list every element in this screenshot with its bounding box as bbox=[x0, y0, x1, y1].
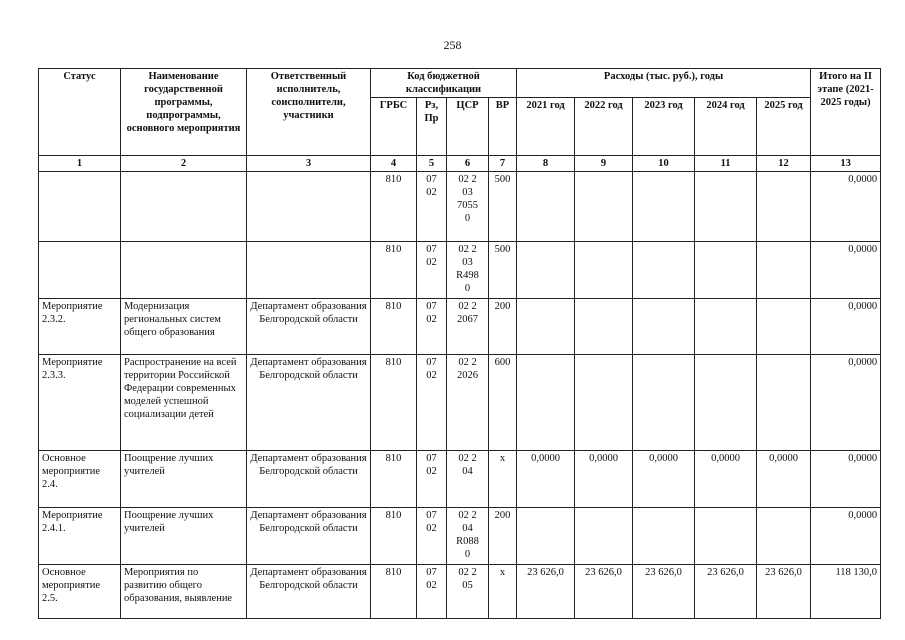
rz-pr-cell: 07 02 bbox=[417, 508, 447, 565]
grbs-cell: 810 bbox=[371, 565, 417, 619]
table-row bbox=[39, 565, 881, 619]
value-2023-cell bbox=[633, 299, 695, 355]
value-2024-cell bbox=[695, 242, 757, 299]
total-cell: 0,0000 bbox=[811, 508, 881, 565]
value-2022-cell bbox=[575, 242, 633, 299]
csr-cell: 02 2 2026 bbox=[447, 355, 489, 451]
csr-cell: 02 2 04 bbox=[447, 451, 489, 508]
column-number: 8 bbox=[517, 156, 575, 172]
name-cell: Мероприятия по развитию общего образования, выявление bbox=[121, 565, 247, 619]
header-2022: 2022 год bbox=[575, 98, 633, 156]
header-name: Наименование государственной программы, подпрограммы, основного мероприятия bbox=[121, 69, 247, 156]
table-row bbox=[39, 299, 881, 355]
executor-cell: Департамент образования Белгородской области bbox=[247, 508, 371, 565]
value-2021-cell: 0,0000 bbox=[517, 451, 575, 508]
value-2024-cell bbox=[695, 299, 757, 355]
table-row bbox=[39, 355, 881, 451]
column-number: 4 bbox=[371, 156, 417, 172]
csr-cell: 02 2 05 bbox=[447, 565, 489, 619]
vr-cell: х bbox=[489, 451, 517, 508]
column-number: 10 bbox=[633, 156, 695, 172]
name-cell bbox=[121, 242, 247, 299]
executor-cell bbox=[247, 242, 371, 299]
executor-cell: Департамент образования Белгородской области bbox=[247, 299, 371, 355]
executor-cell: Департамент образования Белгородской области bbox=[247, 451, 371, 508]
total-cell: 0,0000 bbox=[811, 172, 881, 242]
rz-pr-cell: 07 02 bbox=[417, 242, 447, 299]
column-number: 1 bbox=[39, 156, 121, 172]
rz-pr-cell: 07 02 bbox=[417, 565, 447, 619]
value-2022-cell: 0,0000 bbox=[575, 451, 633, 508]
rz-pr-cell: 07 02 bbox=[417, 355, 447, 451]
vr-cell: 200 bbox=[489, 508, 517, 565]
csr-cell: 02 2 04 R088 0 bbox=[447, 508, 489, 565]
value-2025-cell: 23 626,0 bbox=[757, 565, 811, 619]
header-executor: Ответственный исполнитель, соисполнители, участники bbox=[247, 69, 371, 156]
header-row-1 bbox=[39, 69, 881, 98]
header-2021: 2021 год bbox=[517, 98, 575, 156]
budget-table bbox=[38, 68, 881, 619]
header-csr: ЦСР bbox=[447, 98, 489, 156]
value-2021-cell bbox=[517, 299, 575, 355]
column-number: 11 bbox=[695, 156, 757, 172]
header-2025: 2025 год bbox=[757, 98, 811, 156]
status-cell: Мероприятие 2.3.3. bbox=[39, 355, 121, 451]
name-cell: Поощрение лучших учителей bbox=[121, 451, 247, 508]
name-cell: Распространение на всей территории Российской Федерации современных моделей успешной социализации детей bbox=[121, 355, 247, 451]
grbs-cell: 810 bbox=[371, 508, 417, 565]
total-cell: 0,0000 bbox=[811, 299, 881, 355]
table-row bbox=[39, 242, 881, 299]
column-number: 9 bbox=[575, 156, 633, 172]
value-2022-cell bbox=[575, 508, 633, 565]
table-row bbox=[39, 451, 881, 508]
grbs-cell: 810 bbox=[371, 242, 417, 299]
name-cell: Поощрение лучших учителей bbox=[121, 508, 247, 565]
name-cell: Модернизация региональных систем общего образования bbox=[121, 299, 247, 355]
executor-cell: Департамент образования Белгородской области bbox=[247, 355, 371, 451]
value-2023-cell: 23 626,0 bbox=[633, 565, 695, 619]
value-2021-cell bbox=[517, 172, 575, 242]
value-2025-cell: 0,0000 bbox=[757, 451, 811, 508]
status-cell: Мероприятие 2.4.1. bbox=[39, 508, 121, 565]
value-2023-cell bbox=[633, 355, 695, 451]
value-2022-cell bbox=[575, 172, 633, 242]
value-2025-cell bbox=[757, 299, 811, 355]
value-2021-cell bbox=[517, 508, 575, 565]
header-vr: ВР bbox=[489, 98, 517, 156]
grbs-cell: 810 bbox=[371, 299, 417, 355]
header-2023: 2023 год bbox=[633, 98, 695, 156]
status-cell bbox=[39, 242, 121, 299]
header-expenses: Расходы (тыс. руб.), годы bbox=[517, 69, 811, 98]
rz-pr-cell: 07 02 bbox=[417, 172, 447, 242]
total-cell: 0,0000 bbox=[811, 451, 881, 508]
value-2024-cell bbox=[695, 172, 757, 242]
column-number: 6 bbox=[447, 156, 489, 172]
name-cell bbox=[121, 172, 247, 242]
column-number: 3 bbox=[247, 156, 371, 172]
value-2025-cell bbox=[757, 172, 811, 242]
status-cell: Основное мероприятие 2.5. bbox=[39, 565, 121, 619]
column-number-row bbox=[39, 156, 881, 172]
value-2023-cell bbox=[633, 242, 695, 299]
grbs-cell: 810 bbox=[371, 355, 417, 451]
value-2024-cell bbox=[695, 508, 757, 565]
status-cell: Мероприятие 2.3.2. bbox=[39, 299, 121, 355]
rz-pr-cell: 07 02 bbox=[417, 451, 447, 508]
column-number: 5 bbox=[417, 156, 447, 172]
table-row bbox=[39, 172, 881, 242]
header-budget-code: Код бюджетной классификации bbox=[371, 69, 517, 98]
rz-pr-cell: 07 02 bbox=[417, 299, 447, 355]
executor-cell: Департамент образования Белгородской области bbox=[247, 565, 371, 619]
column-number: 13 bbox=[811, 156, 881, 172]
value-2021-cell bbox=[517, 355, 575, 451]
csr-cell: 02 2 03 7055 0 bbox=[447, 172, 489, 242]
vr-cell: 200 bbox=[489, 299, 517, 355]
status-cell: Основное мероприятие 2.4. bbox=[39, 451, 121, 508]
column-number: 2 bbox=[121, 156, 247, 172]
value-2024-cell bbox=[695, 355, 757, 451]
executor-cell bbox=[247, 172, 371, 242]
grbs-cell: 810 bbox=[371, 172, 417, 242]
column-number: 7 bbox=[489, 156, 517, 172]
total-cell: 0,0000 bbox=[811, 242, 881, 299]
total-cell: 0,0000 bbox=[811, 355, 881, 451]
header-2024: 2024 год bbox=[695, 98, 757, 156]
value-2024-cell: 23 626,0 bbox=[695, 565, 757, 619]
csr-cell: 02 2 2067 bbox=[447, 299, 489, 355]
table-body bbox=[39, 172, 881, 619]
value-2021-cell bbox=[517, 242, 575, 299]
header-rz-pr: Рз, Пр bbox=[417, 98, 447, 156]
value-2022-cell bbox=[575, 355, 633, 451]
vr-cell: 600 bbox=[489, 355, 517, 451]
grbs-cell: 810 bbox=[371, 451, 417, 508]
value-2023-cell bbox=[633, 508, 695, 565]
value-2022-cell bbox=[575, 299, 633, 355]
value-2023-cell: 0,0000 bbox=[633, 451, 695, 508]
vr-cell: х bbox=[489, 565, 517, 619]
csr-cell: 02 2 03 R498 0 bbox=[447, 242, 489, 299]
value-2025-cell bbox=[757, 508, 811, 565]
page-number: 258 bbox=[443, 38, 462, 52]
header-grbs: ГРБС bbox=[371, 98, 417, 156]
value-2022-cell: 23 626,0 bbox=[575, 565, 633, 619]
value-2025-cell bbox=[757, 242, 811, 299]
value-2025-cell bbox=[757, 355, 811, 451]
value-2024-cell: 0,0000 bbox=[695, 451, 757, 508]
header-total: Итого на II этапе (2021-2025 годы) bbox=[811, 69, 881, 156]
total-cell: 118 130,0 bbox=[811, 565, 881, 619]
value-2023-cell bbox=[633, 172, 695, 242]
vr-cell: 500 bbox=[489, 172, 517, 242]
status-cell bbox=[39, 172, 121, 242]
column-number: 12 bbox=[757, 156, 811, 172]
vr-cell: 500 bbox=[489, 242, 517, 299]
value-2021-cell: 23 626,0 bbox=[517, 565, 575, 619]
table-row bbox=[39, 508, 881, 565]
header-status: Статус bbox=[39, 69, 121, 156]
